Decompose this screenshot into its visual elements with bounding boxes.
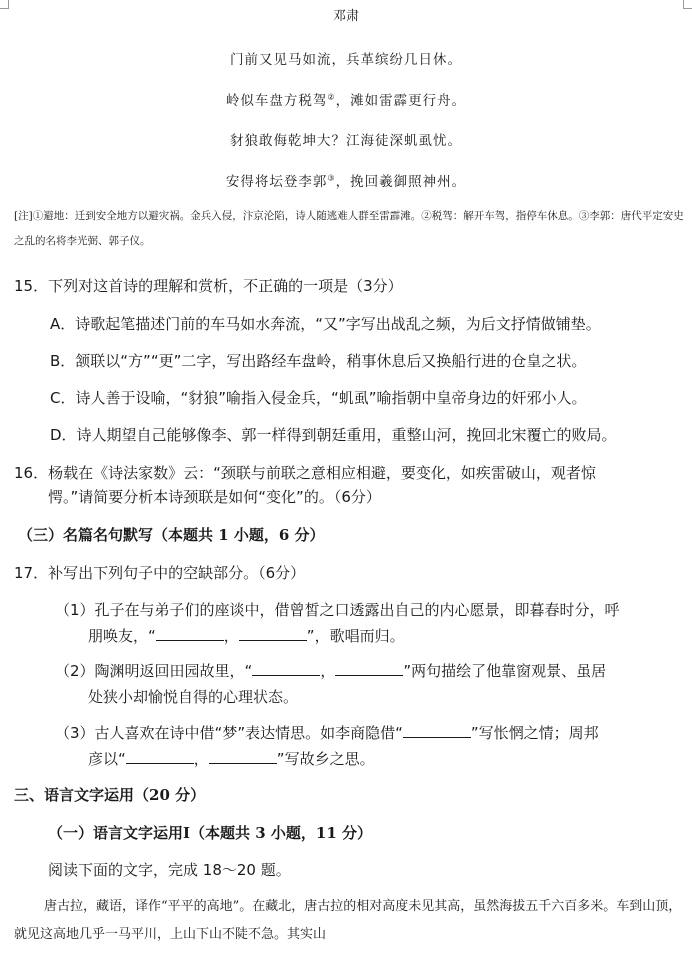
section-3-heading: （三）名篇名句默写（本题共 1 小题，6 分） [18,526,325,544]
poem-author: 邓肃 [332,9,359,24]
note-mark-3: ③ [327,173,336,183]
item-3-text-d: ， [193,750,209,768]
poem-line-2-part-a: 岭似车盘方税驾 [225,93,328,109]
poem-line-4-part-b: ，挽回羲御照神州。 [335,174,467,190]
part-3-heading: 三、语言文字运用（20 分） [14,786,206,804]
item-1-text-c: ， [223,627,239,645]
question-15-option-c: C．诗人善于设喻，“豺狼”喻指入侵金兵，“虮虱”喻指朝中皇帝身边的奸邪小人。 [50,389,587,407]
poem-line-4 [0,170,692,190]
poem-line-4-part-a: 安得将坛登李郭 [225,174,328,190]
answer-blank[interactable] [209,747,277,764]
poem-line-2 [0,89,692,109]
question-17-item-3 [55,720,675,772]
poem-line-1: 门前又见马如流，兵革缤纷几日休。 [230,52,462,68]
reading-instruction: 阅读下面的文字，完成 18～20 题。 [48,861,291,879]
question-17-item-1 [55,597,675,649]
item-2-text-c: ”两句描绘了他靠窗观景、虽居 [403,662,607,680]
question-15-stem: 15．下列对这首诗的理解和赏析，不正确的一项是（3分） [14,277,403,295]
item-3-text-a: （3）古人喜欢在诗中借“梦”表达情思。如李商隐借“ [55,724,403,742]
answer-blank[interactable] [335,659,403,676]
poem-line-3: 豺狼敢侮乾坤大？江海徒深虮虱忧。 [230,133,462,149]
poem-line-2-part-b: ，滩如雷霹更行舟。 [335,93,467,109]
question-15-option-b: B．颔联以“方”“更”二字，写出路经车盘岭，稍事休息后又换船行进的仓皇之状。 [50,352,587,370]
question-17-stem: 17．补写出下列句子中的空缺部分。（6分） [14,564,306,582]
answer-blank[interactable] [156,624,224,641]
item-1-text-d: ”，歌唱而归。 [306,627,405,645]
answer-blank[interactable] [403,721,471,738]
item-2-second-line: 处狭小却愉悦自得的心理状态。 [88,688,299,706]
item-3-text-e: ”写故乡之思。 [276,750,375,768]
item-2-text-a: （2）陶渊明返回田园故里，“ [55,662,253,680]
question-15-option-d: D．诗人期望自己能够像李、郭一样得到朝廷重用，重整山河，挽回北宋覆亡的败局。 [50,426,617,444]
item-3-text-c: 彦以“ [88,750,126,768]
answer-blank[interactable] [239,624,307,641]
part-3-sub-heading: （一）语言文字运用Ⅰ（本题共 3 小题，11 分） [48,824,372,842]
poem-note: [注]①避地：迁到安全地方以避灾祸。金兵入侵，汴京沦陷，诗人随逃难人群至雷霹滩。②税驾：解开车驾，指停车休息。③李郭：唐代平定安史之乱的名将李光弼、郭子仪。 [14,210,684,247]
question-17-item-2 [55,658,675,710]
item-2-text-b: ， [320,662,336,680]
item-1-text-b: 朋唤友，“ [88,627,156,645]
item-3-text-b: ”写怅惘之情；周邦 [470,724,599,742]
question-16-line-2: 愕。”请简要分析本诗颈联是如何“变化”的。（6分） [48,488,381,506]
item-1-text-a: （1）孔子在与弟子们的座谈中，借曾皙之口透露出自己的内心愿景，即暮春时分，呼 [55,601,620,619]
answer-blank[interactable] [252,659,320,676]
item-1-second-line [55,623,675,649]
reading-passage: 唐古拉，藏语，译作“平平的高地”。在藏北，唐古拉的相对高度未见其高，虽然海拔五千六百多米。车到山顶，就见这高地几乎一马平川，上山下山不陡不急。其实山 [14,899,682,942]
item-3-second-line [55,746,675,772]
answer-blank[interactable] [126,747,194,764]
question-15-option-a: A．诗歌起笔描述门前的车马如水奔流，“又”字写出战乱之频，为后文抒情做铺垫。 [50,315,601,333]
note-mark-2: ② [327,92,336,102]
question-16-line-1: 16．杨载在《诗法家数》云：“颈联与前联之意相应相避，要变化，如疾雷破山，观者惊 [14,464,596,482]
